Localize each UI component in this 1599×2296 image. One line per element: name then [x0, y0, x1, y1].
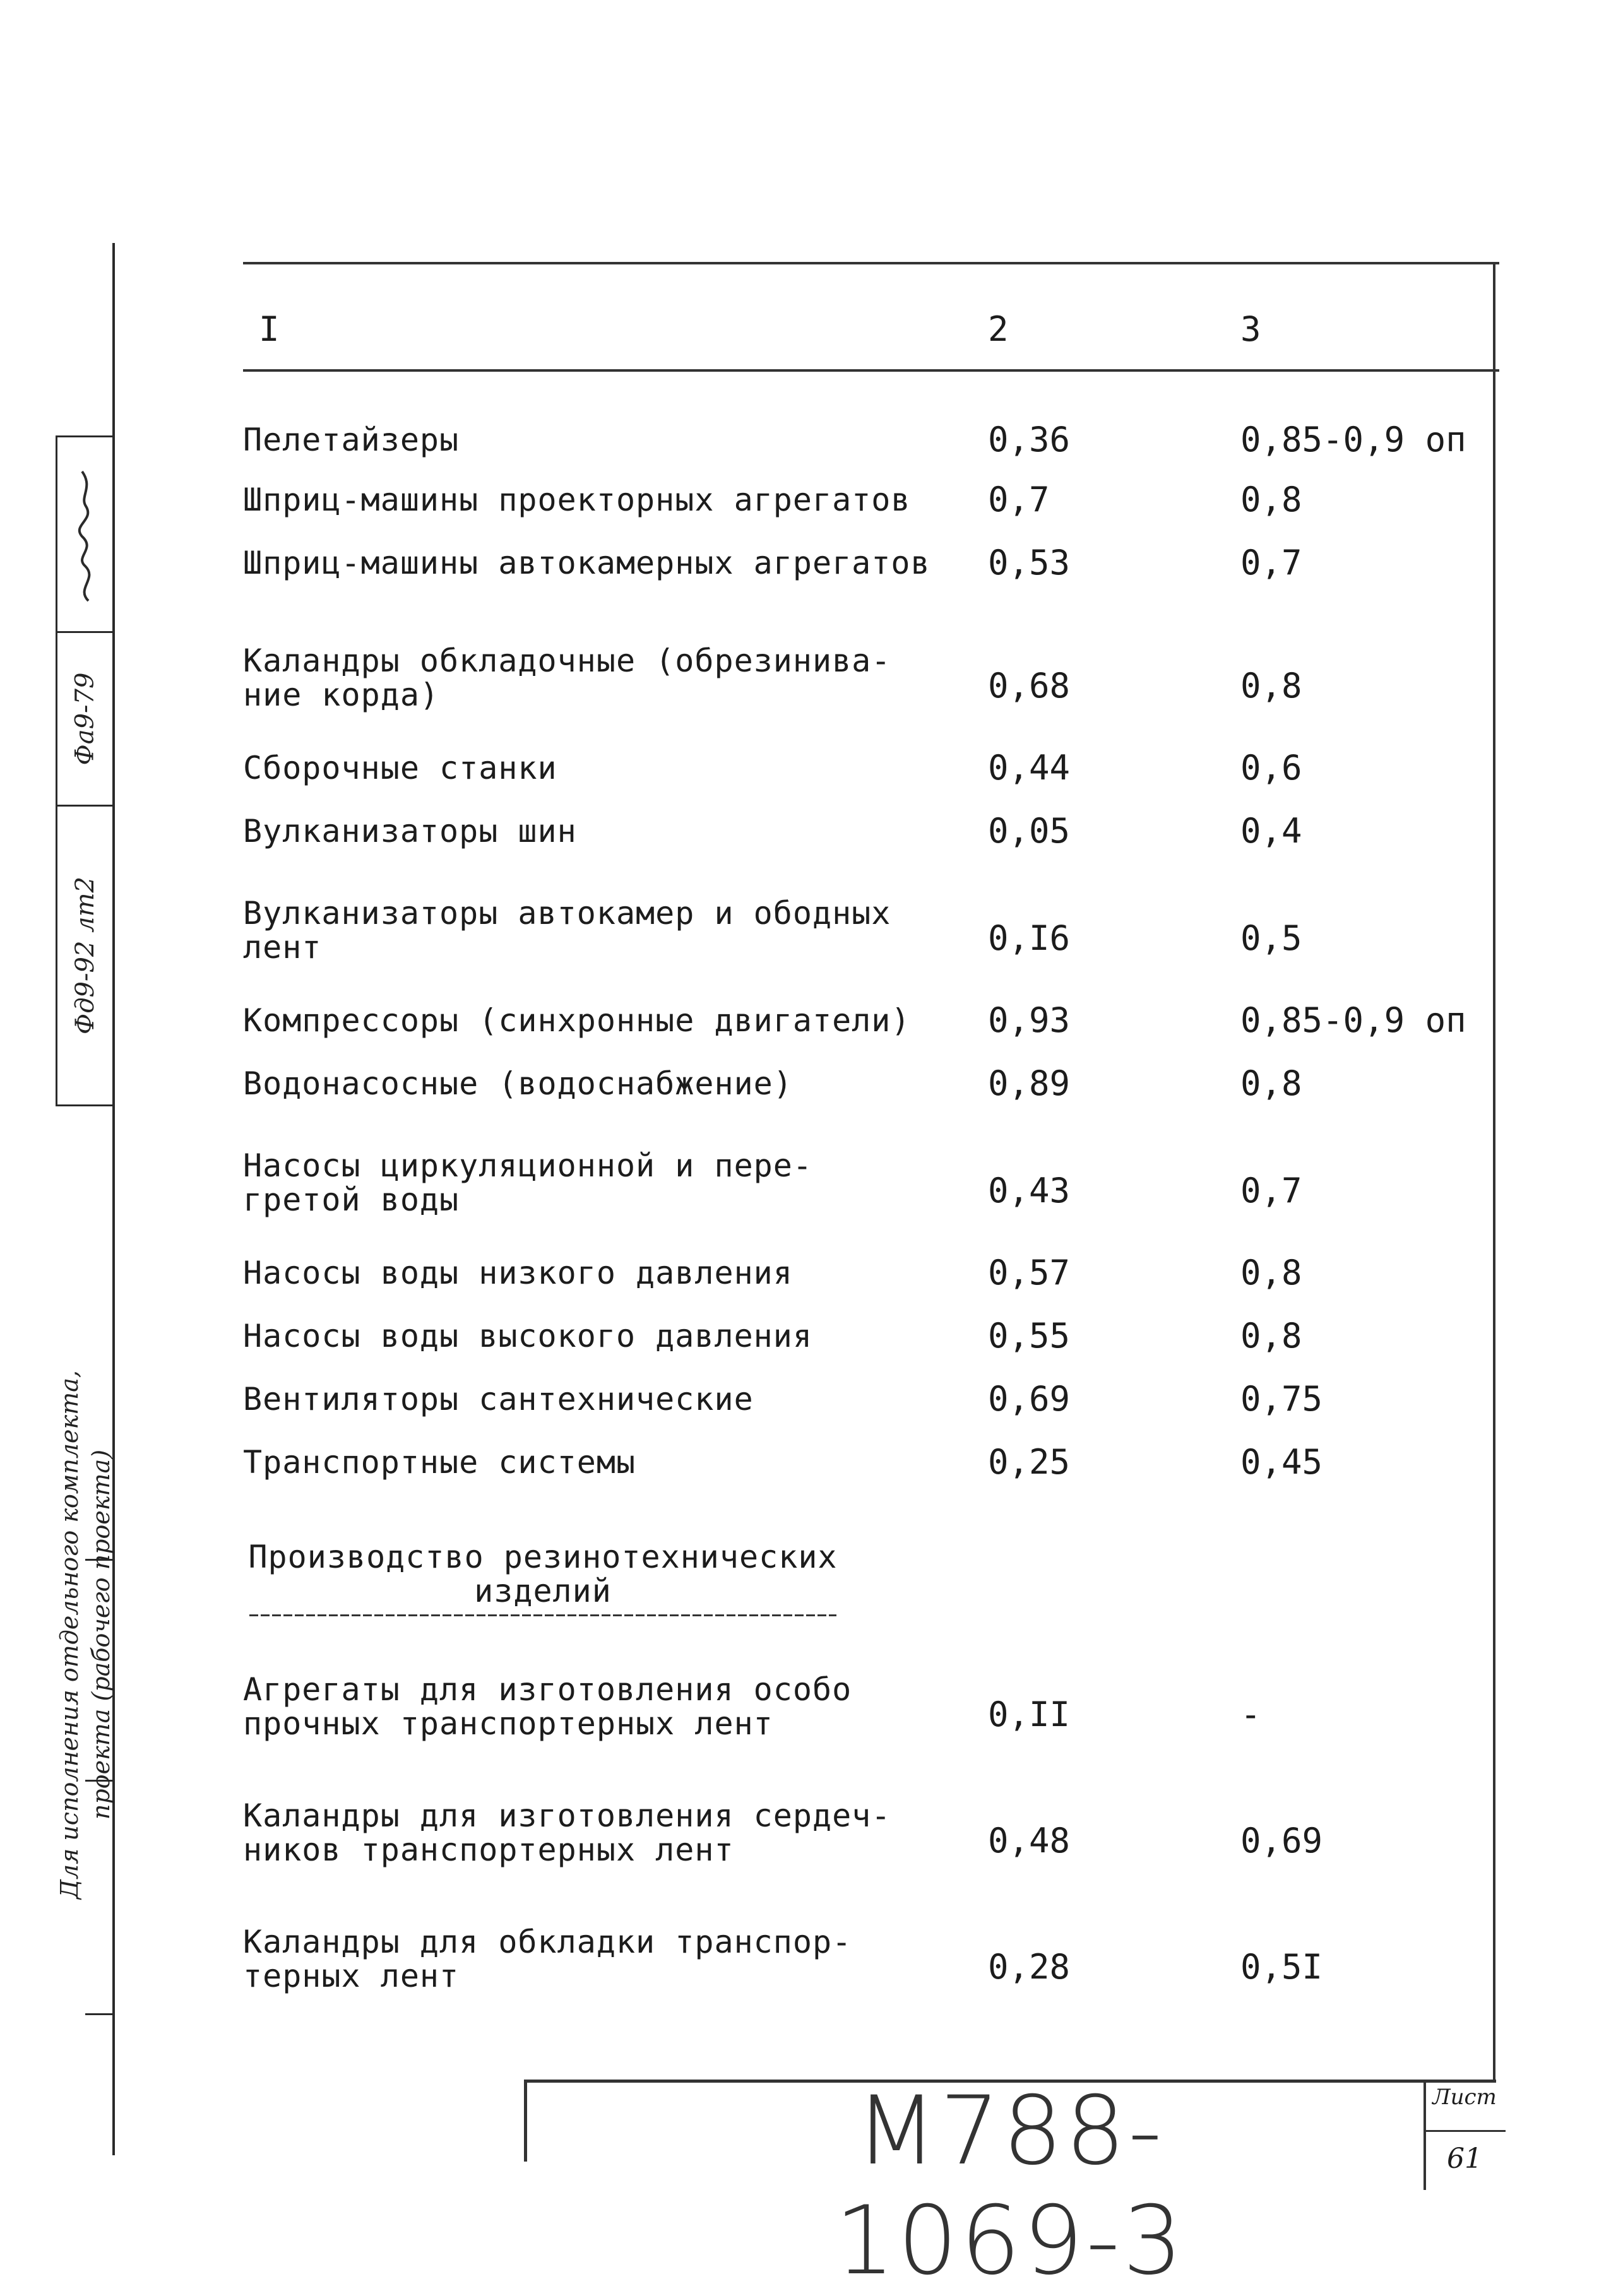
sheet-box-divider [1424, 2130, 1506, 2132]
row-value-3: 0,85-0,9 оп [1240, 420, 1466, 459]
signature-stamp [57, 437, 112, 631]
sheet-number-box [1424, 2080, 1506, 2190]
row-value-3: 0,5I [1240, 1947, 1323, 1987]
column-header-1: I [259, 309, 280, 349]
row-value-3: 0,5 [1240, 918, 1302, 958]
sheet-label: Лист [1432, 2085, 1497, 2110]
row-value-3: 0,85-0,9 оп [1240, 1000, 1466, 1040]
row-value-2: 0,57 [988, 1253, 1071, 1293]
row-value-2: 0,69 [988, 1379, 1071, 1419]
stamp-cell-2 [57, 633, 112, 805]
row-value-3: 0,8 [1240, 1063, 1302, 1103]
row-name: Вулканизаторы автокамер и ободных лент [243, 895, 891, 966]
row-value-2: 0,I6 [988, 918, 1071, 958]
row-name: Сборочные станки [243, 750, 557, 786]
row-value-3: 0,4 [1240, 811, 1302, 851]
table-header-rule [243, 369, 1499, 372]
handwritten-signature [63, 462, 107, 607]
row-value-2: 0,05 [988, 811, 1071, 851]
row-name: Водонасосные (водоснабжение) [243, 1065, 793, 1102]
row-value-3: 0,8 [1240, 1253, 1302, 1293]
row-name: Каландры для изготовления сердеч- ников транспортерных лент [243, 1797, 891, 1868]
row-name: Насосы циркуляционной и пере- гретой воды [243, 1147, 812, 1218]
row-value-3: 0,69 [1240, 1821, 1323, 1861]
row-value-2: 0,43 [988, 1171, 1071, 1210]
row-name: Пелетайзеры [243, 422, 460, 458]
row-name: Транспортные системы [243, 1444, 636, 1481]
row-name: Вулканизаторы шин [243, 813, 577, 849]
row-name: Каландры для обкладки транспор- терных лент [243, 1924, 852, 1994]
row-value-3: 0,8 [1240, 480, 1302, 519]
row-value-2: 0,89 [988, 1063, 1071, 1103]
row-value-2: 0,93 [988, 1000, 1071, 1040]
row-value-2: 0,II [988, 1695, 1071, 1734]
row-value-2: 0,55 [988, 1316, 1071, 1356]
stamp-note-text: Для исполнения отдельного комплекта, проекта (рабочего проекта) [56, 1370, 115, 1900]
row-value-2: 0,48 [988, 1821, 1071, 1861]
row-name: Агрегаты для изготовления особо прочных транспортерных лент [243, 1671, 852, 1742]
row-value-2: 0,53 [988, 543, 1071, 583]
row-value-2: 0,68 [988, 666, 1071, 706]
row-value-3: 0,45 [1240, 1442, 1323, 1482]
row-value-2: 0,7 [988, 480, 1050, 519]
column-header-3: 3 [1240, 309, 1261, 349]
table-top-rule [243, 262, 1499, 264]
row-name: Шприц-машины автокамерных агрегатов [243, 545, 930, 581]
row-name: Насосы воды высокого давления [243, 1318, 812, 1354]
title-block-left-rule [524, 2080, 527, 2162]
row-value-3: 0,7 [1240, 1171, 1302, 1210]
row-name: Вентиляторы сантехнические [243, 1381, 754, 1417]
row-value-2: 0,28 [988, 1947, 1071, 1987]
row-value-3: 0,6 [1240, 748, 1302, 788]
stamp-cell-1 [57, 807, 112, 1104]
row-name: Насосы воды низкого давления [243, 1255, 793, 1291]
row-value-2: 0,25 [988, 1442, 1071, 1482]
row-name: Шприц-машины проекторных агрегатов [243, 482, 911, 518]
row-value-3: 0,7 [1240, 543, 1302, 583]
section-underline [249, 1614, 836, 1616]
column-header-2: 2 [988, 309, 1009, 349]
sheet-number: 61 [1447, 2143, 1482, 2175]
document-code: М788-1069-3 [835, 2076, 1186, 2296]
row-value-3: 0,8 [1240, 666, 1302, 706]
row-value-2: 0,44 [988, 748, 1071, 788]
row-value-3: 0,75 [1240, 1379, 1323, 1419]
table-right-border [1493, 262, 1495, 2080]
section-heading: Производство резинотехнических изделий [248, 1539, 838, 1609]
stamp-cell-1-text: Фд9-92 лт2 [70, 877, 100, 1034]
stamp-note [38, 1098, 133, 2171]
row-value-3: - [1240, 1695, 1261, 1734]
row-value-3: 0,8 [1240, 1316, 1302, 1356]
row-name: Каландры обкладочные (обрезинива- ние корда) [243, 642, 891, 713]
stamp-cell-2-text: Фа9-79 [70, 672, 100, 766]
row-value-2: 0,36 [988, 420, 1071, 459]
row-name: Компрессоры (синхронные двигатели) [243, 1002, 911, 1039]
